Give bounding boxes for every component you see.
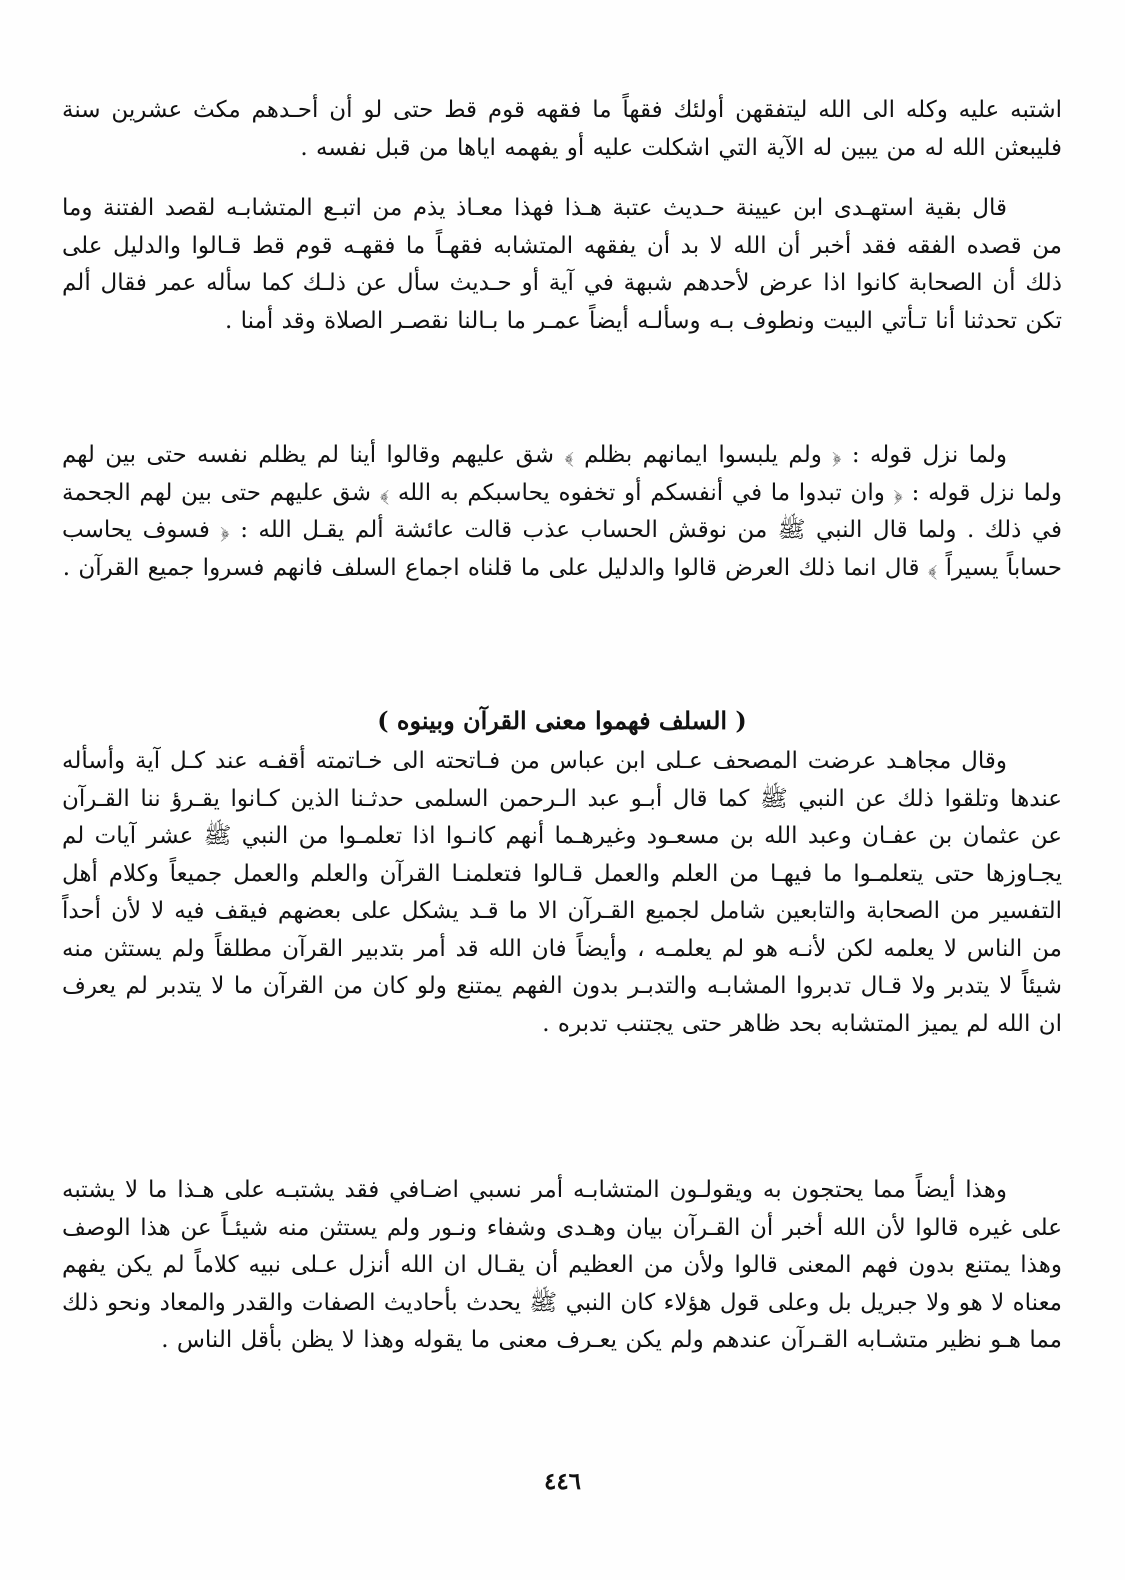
paragraph-4 [62, 743, 1062, 1043]
paragraph-2 [62, 190, 1062, 340]
paragraph-1 [62, 92, 1062, 167]
paragraph-5-text: وهذا أيضاً مما يحتجون به ويقولـون المتشابـه أمر نسبي اضـافي فقد يشتبـه على هـذا ما لا يشتبه على غيره قالوا لأن الله أخبر أن القـرآن بيان وهـدى وشفاء ونـور ولم يستثن منه شيئـاً عن هذا الوصف وهذا يمتنع بدون فهم المعنى قالوا ولأن من العظيم أن يقـال ان الله أنزل عـلى نبيه كلاماً لم يكن يفهم معناه لا هو ولا جبريل بل وعلى قول هؤلاء كان النبي ﷺ يحدث بأحاديث الصفات والقدر والمعاد ونحو ذلك مما هـو نظير متشـابه القـرآن عندهم ولم يكن يعـرف معنى ما يقوله وهذا لا يظن بأقل الناس . [62, 1177, 1062, 1353]
paragraph-3-text: ولما نزل قوله : ﴿ ولم يلبسوا ايمانهم بظلم ﴾ شق عليهم وقالوا أينا لم يظلم نفسه حتى بين لهم ولما نزل قوله : ﴿ وان تبدوا ما في أنفسكم أو تخفوه يحاسبكم به الله ﴾ شق عليهم حتى بين لهم الجحمة في ذلك . ولما قال النبي ﷺ من نوقش الحساب عذب قالت عائشة ألم يقـل الله : ﴿ فسوف يحاسب حساباً يسيراً ﴾ قال انما ذلك العرض قالوا والدليل على ما قلناه اجماع السلف فانهم فسروا جميع القرآن . [62, 442, 1062, 581]
paragraph-2-text: قال بقية استهـدى ابن عيينة حـديث عتبة هـذا فهذا معـاذ يذم من اتبـع المتشابـه لقصد الفتنة وما من قصده الفقه فقد أخبر أن الله لا بد أن يفقهه المتشابه فقهـاً ما فقهـه قوم قط قـالوا والدليل على ذلك أن الصحابة كانوا اذا عرض لأحدهم شبهة في آية أو حـديث سأل عن ذلـك كما سأله عمر فقال ألم تكن تحدثنا أنا تـأتي البيت ونطوف بـه وسألـه أيضاً عمـر ما بـالنا نقصـر الصلاة وقد أمنا . [62, 195, 1062, 334]
paragraph-4-text: وقال مجاهـد عرضت المصحف عـلى ابن عباس من فـاتحته الى خـاتمته أقفـه عند كـل آية وأسأله عندها وتلقوا ذلك عن النبي ﷺ كما قال أبـو عبد الـرحمن السلمى حدثـنا الذين كـانوا يقـرؤ ننا القـرآن عن عثمان بن عفـان وعبد الله بن مسعـود وغيرهـما أنهم كانـوا اذا تعلمـوا من النبي ﷺ عشر آيات لم يجـاوزها حتى يتعلمـوا ما فيهـا من العلم والعمل قـالوا فتعلمنـا القرآن والعلم والعمل جميعاً وكلام أهل التفسير من الصحابة والتابعين شامل لجميع القـرآن الا ما قـد يشكل على بعضهم فيقف فيه لا لأن أحداً من الناس لا يعلمه لكن لأنـه هو لم يعلمـه ، وأيضاً فان الله قد أمر بتدبير القرآن مطلقاً ولم يستثن منه شيئاً لا يتدبر ولا قـال تدبروا المشابـه والتدبـر بدون الفهم يمتنع ولو كان من القرآن ما لا يتدبر لم يعرف ان الله لم يميز المتشابه بحد ظاهر حتى يجتنب تدبره . [62, 748, 1062, 1037]
paragraph-3 [62, 437, 1062, 587]
paragraph-1-text: اشتبه عليه وكله الى الله ليتفقهن أولئك فقهاً ما فقهه قوم قط حتى لو أن أحـدهم مكث عشرين سنة فليبعثن الله له من يبين له الآية التي اشكلت عليه أو يفهمه اياها من قبل نفسه . [62, 97, 1062, 161]
paragraph-5 [62, 1172, 1062, 1360]
section-heading: ( السلف فهموا معنى القرآن وبينوه ) [377, 706, 747, 735]
page-number: ٤٤٦ [543, 1468, 582, 1495]
